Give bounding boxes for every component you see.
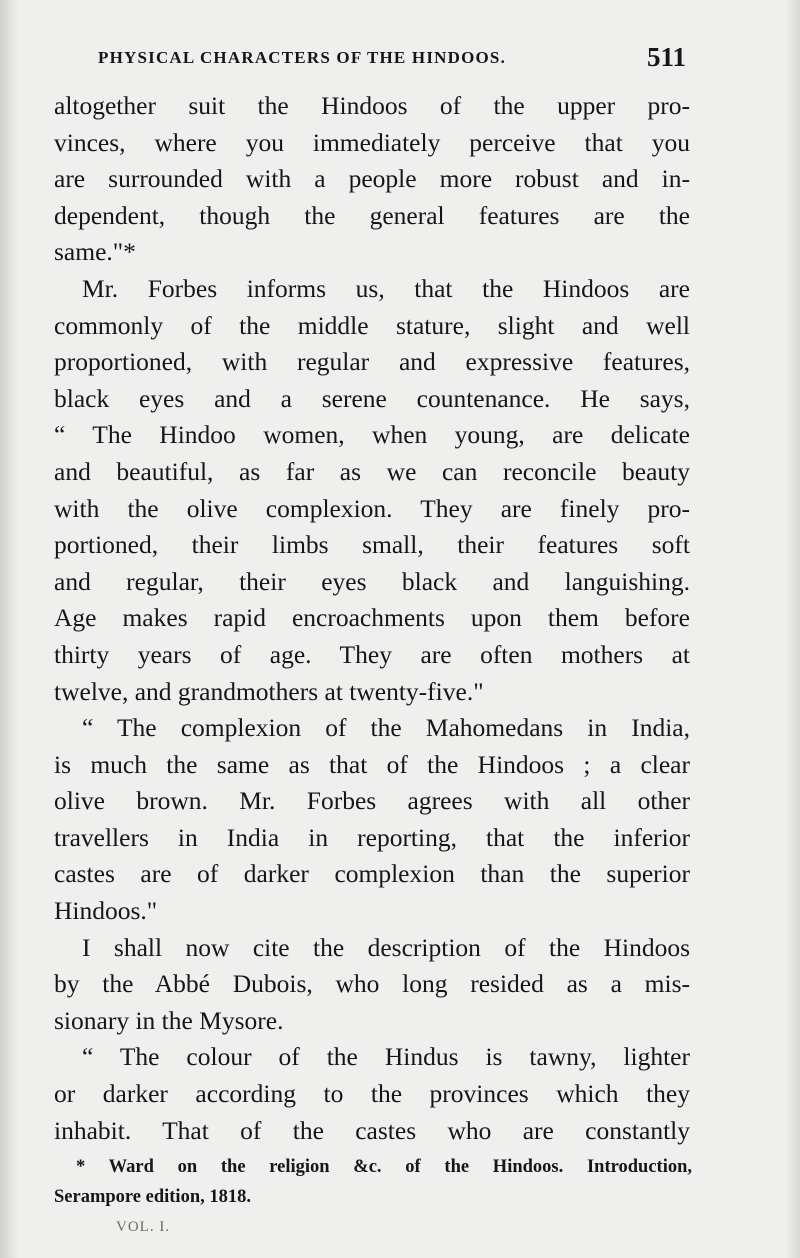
text-line: “ The colour of the Hindus is tawny, lighter [82,1042,690,1072]
text-line: dependent, though the general features are the [54,200,690,230]
text-line: sionary in the Mysore. [54,1005,284,1035]
text-line: and beautiful, as far as we can reconcile beauty [54,456,690,486]
footnote-line: Serampore edition, 1818. [54,1187,251,1207]
text-line: travellers in India in reporting, that the inferior [54,822,690,852]
text-line: and regular, their eyes black and languishing. [54,566,690,596]
page-edge-right [786,0,800,1258]
page-number: 511 [646,42,686,72]
text-line: or darker according to the provinces which they [54,1079,690,1109]
footnotes [54,1152,692,1212]
footnote-line: * Ward on the religion &c. of the Hindoos. Introduction, [76,1157,692,1177]
text-line: commonly of the middle stature, slight and well [54,310,690,340]
text-line: proportioned, with regular and expressive features, [54,347,690,377]
text-line: inhabit. That of the castes who are constantly [54,1115,690,1145]
text-line: are surrounded with a people more robust and in- [54,164,690,194]
text-line: twelve, and grandmothers at twenty-five." [54,676,484,706]
text-line: I shall now cite the description of the Hindoos [82,932,690,962]
text-line: altogether suit the Hindoos of the upper pro- [54,91,690,120]
text-line: same."* [54,237,136,267]
text-line: Mr. Forbes informs us, that the Hindoos are [82,273,690,303]
running-head [92,42,692,76]
text-line: portioned, their limbs small, their features soft [54,530,690,560]
text-line: thirty years of age. They are often mothers at [54,639,690,669]
text-line: Age makes rapid encroachments upon them before [54,603,690,633]
text-line: vinces, where you immediately perceive that you [54,127,690,157]
text-line: Hindoos." [54,896,158,926]
text-line: is much the same as that of the Hindoos ; a clear [54,749,690,779]
text-line: castes are of darker complexion than the superior [54,859,690,889]
text-line: “ The complexion of the Mahomedans in India, [82,713,690,743]
text-line: with the olive complexion. They are finely pro- [54,493,690,523]
text-line: by the Abbé Dubois, who long resided as a mis- [54,969,690,999]
signature-mark: VOL. I. [116,1219,171,1235]
running-title: PHYSICAL CHARACTERS OF THE HINDOOS. [98,48,507,67]
text-line: olive brown. Mr. Forbes agrees with all other [54,786,690,816]
page-edge-left [0,0,18,1258]
body-text [54,88,690,1149]
text-line: “ The Hindoo women, when young, are delicate [54,420,690,450]
text-line: black eyes and a serene countenance. He says, [54,383,690,413]
